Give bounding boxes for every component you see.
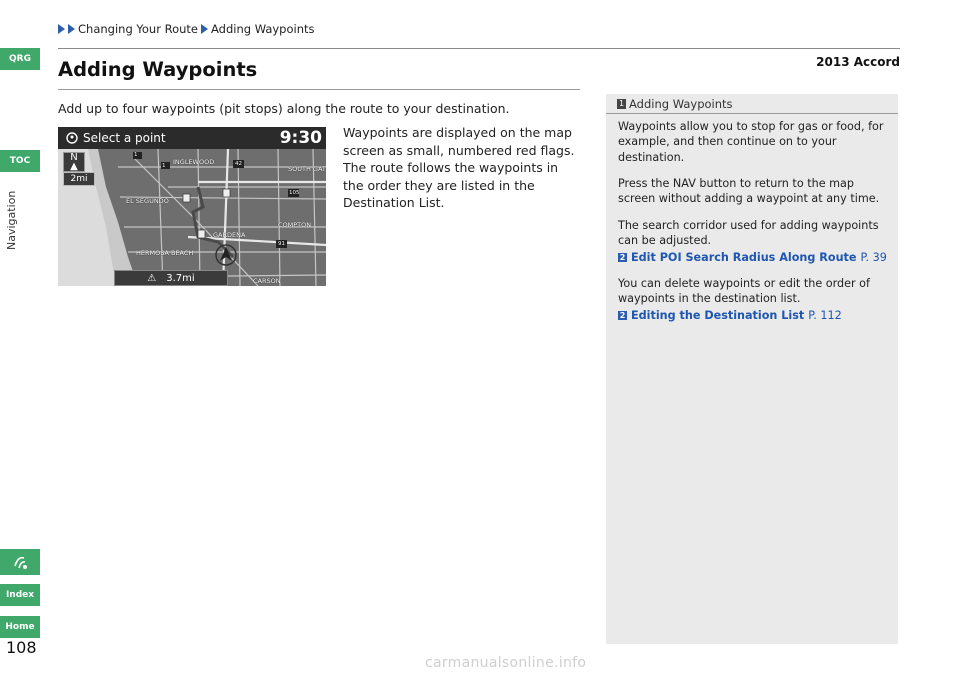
note-divider xyxy=(606,113,898,114)
header-divider xyxy=(58,48,900,49)
distance-value: 3.7mi xyxy=(166,272,195,284)
body-line: the order they are listed in the xyxy=(343,177,535,193)
note-line: The search corridor used for adding waypoints xyxy=(618,219,879,232)
link-title: Edit POI Search Radius Along Route xyxy=(631,251,857,264)
warning-triangle-icon: ⚠ xyxy=(147,272,157,284)
title-divider xyxy=(58,89,580,90)
location-pin-icon xyxy=(66,132,78,144)
page-number: 108 xyxy=(6,638,37,657)
distance-bar[interactable] xyxy=(114,270,228,286)
page-title: Adding Waypoints xyxy=(58,58,258,81)
body-line: The route follows the waypoints in xyxy=(343,160,559,175)
note-heading xyxy=(617,97,733,111)
home-tab[interactable]: Home xyxy=(0,616,40,638)
body-line: Waypoints are displayed on the map xyxy=(343,125,572,140)
side-note-panel xyxy=(606,94,898,644)
link-editing-destination-list[interactable] xyxy=(618,309,842,322)
breadcrumb-arrow-icon xyxy=(201,24,208,34)
index-tab[interactable]: Index xyxy=(0,584,40,606)
note-paragraph xyxy=(618,276,890,307)
route-shield: 42 xyxy=(235,161,242,167)
breadcrumb-current: Adding Waypoints xyxy=(210,22,315,36)
link-page: P. 112 xyxy=(808,309,842,322)
map-city-label: HERMOSA BEACH xyxy=(136,249,194,257)
voice-command-icon xyxy=(10,552,30,572)
select-point-button[interactable] xyxy=(66,131,166,145)
route-shield: 1 xyxy=(162,163,166,169)
map-background xyxy=(58,127,326,286)
breadcrumb xyxy=(58,22,315,36)
note-paragraph xyxy=(618,176,890,207)
link-arrow-icon: 2 xyxy=(619,311,626,320)
note-line: Press the NAV button to return to the map xyxy=(618,177,854,190)
map-city-label: GARDENA xyxy=(213,231,246,239)
map-clock: 9:30 xyxy=(279,128,322,148)
map-city-label: INGLEWOOD xyxy=(173,158,215,166)
body-line: Destination List. xyxy=(343,195,445,210)
select-point-label: Select a point xyxy=(83,131,166,145)
note-heading-text: Adding Waypoints xyxy=(629,97,733,111)
link-page: P. 39 xyxy=(860,251,887,264)
map-city-label: EL SEGUNDO xyxy=(126,197,169,205)
route-shield: 105 xyxy=(289,190,300,196)
note-line: waypoints in the destination list. xyxy=(618,292,801,306)
map-screenshot xyxy=(58,127,326,286)
link-arrow-icon: 2 xyxy=(619,253,626,262)
intro-text: Add up to four waypoints (pit stops) along the route to your destination. xyxy=(58,101,510,116)
section-label-text: Navigation xyxy=(5,190,18,250)
note-line: You can delete waypoints or edit the order of xyxy=(618,277,870,290)
breadcrumb-arrow-icon xyxy=(58,24,65,34)
map-city-label: COMPTON xyxy=(278,221,312,229)
voice-command-tab[interactable] xyxy=(0,549,40,575)
breadcrumb-link-changing-route[interactable]: Changing Your Route xyxy=(78,22,198,36)
map-scale[interactable]: 2mi xyxy=(63,172,95,186)
route-shield: 91 xyxy=(278,241,285,247)
map-city-label: CARSON xyxy=(253,277,281,285)
note-line: example, and then continue on to your xyxy=(618,135,837,149)
body-paragraph xyxy=(343,124,583,212)
body-line: screen as small, numbered red flags. xyxy=(343,142,575,158)
note-paragraph xyxy=(618,119,890,165)
note-number-icon: 1 xyxy=(618,99,625,108)
note-line: can be adjusted. xyxy=(618,234,712,248)
link-edit-poi-radius[interactable] xyxy=(618,251,887,264)
compass-letter: N xyxy=(70,152,78,163)
link-title: Editing the Destination List xyxy=(631,309,805,322)
toc-tab[interactable]: TOC xyxy=(0,150,40,172)
section-label xyxy=(5,180,21,250)
map-city-label: SOUTH GAT xyxy=(288,165,326,173)
note-line: destination. xyxy=(618,150,685,164)
breadcrumb-arrow-icon xyxy=(68,24,75,34)
compass-north-icon[interactable]: N ▲ xyxy=(63,152,85,172)
qrg-tab[interactable]: QRG xyxy=(0,48,40,70)
note-line: Waypoints allow you to stop for gas or food, for xyxy=(618,120,884,133)
route-shield: 1 xyxy=(134,152,138,158)
note-paragraph xyxy=(618,218,890,249)
note-line: screen without adding a waypoint at any time. xyxy=(618,192,880,206)
watermark: carmanualsonline.info xyxy=(425,655,587,671)
model-label: 2013 Accord xyxy=(816,55,900,69)
